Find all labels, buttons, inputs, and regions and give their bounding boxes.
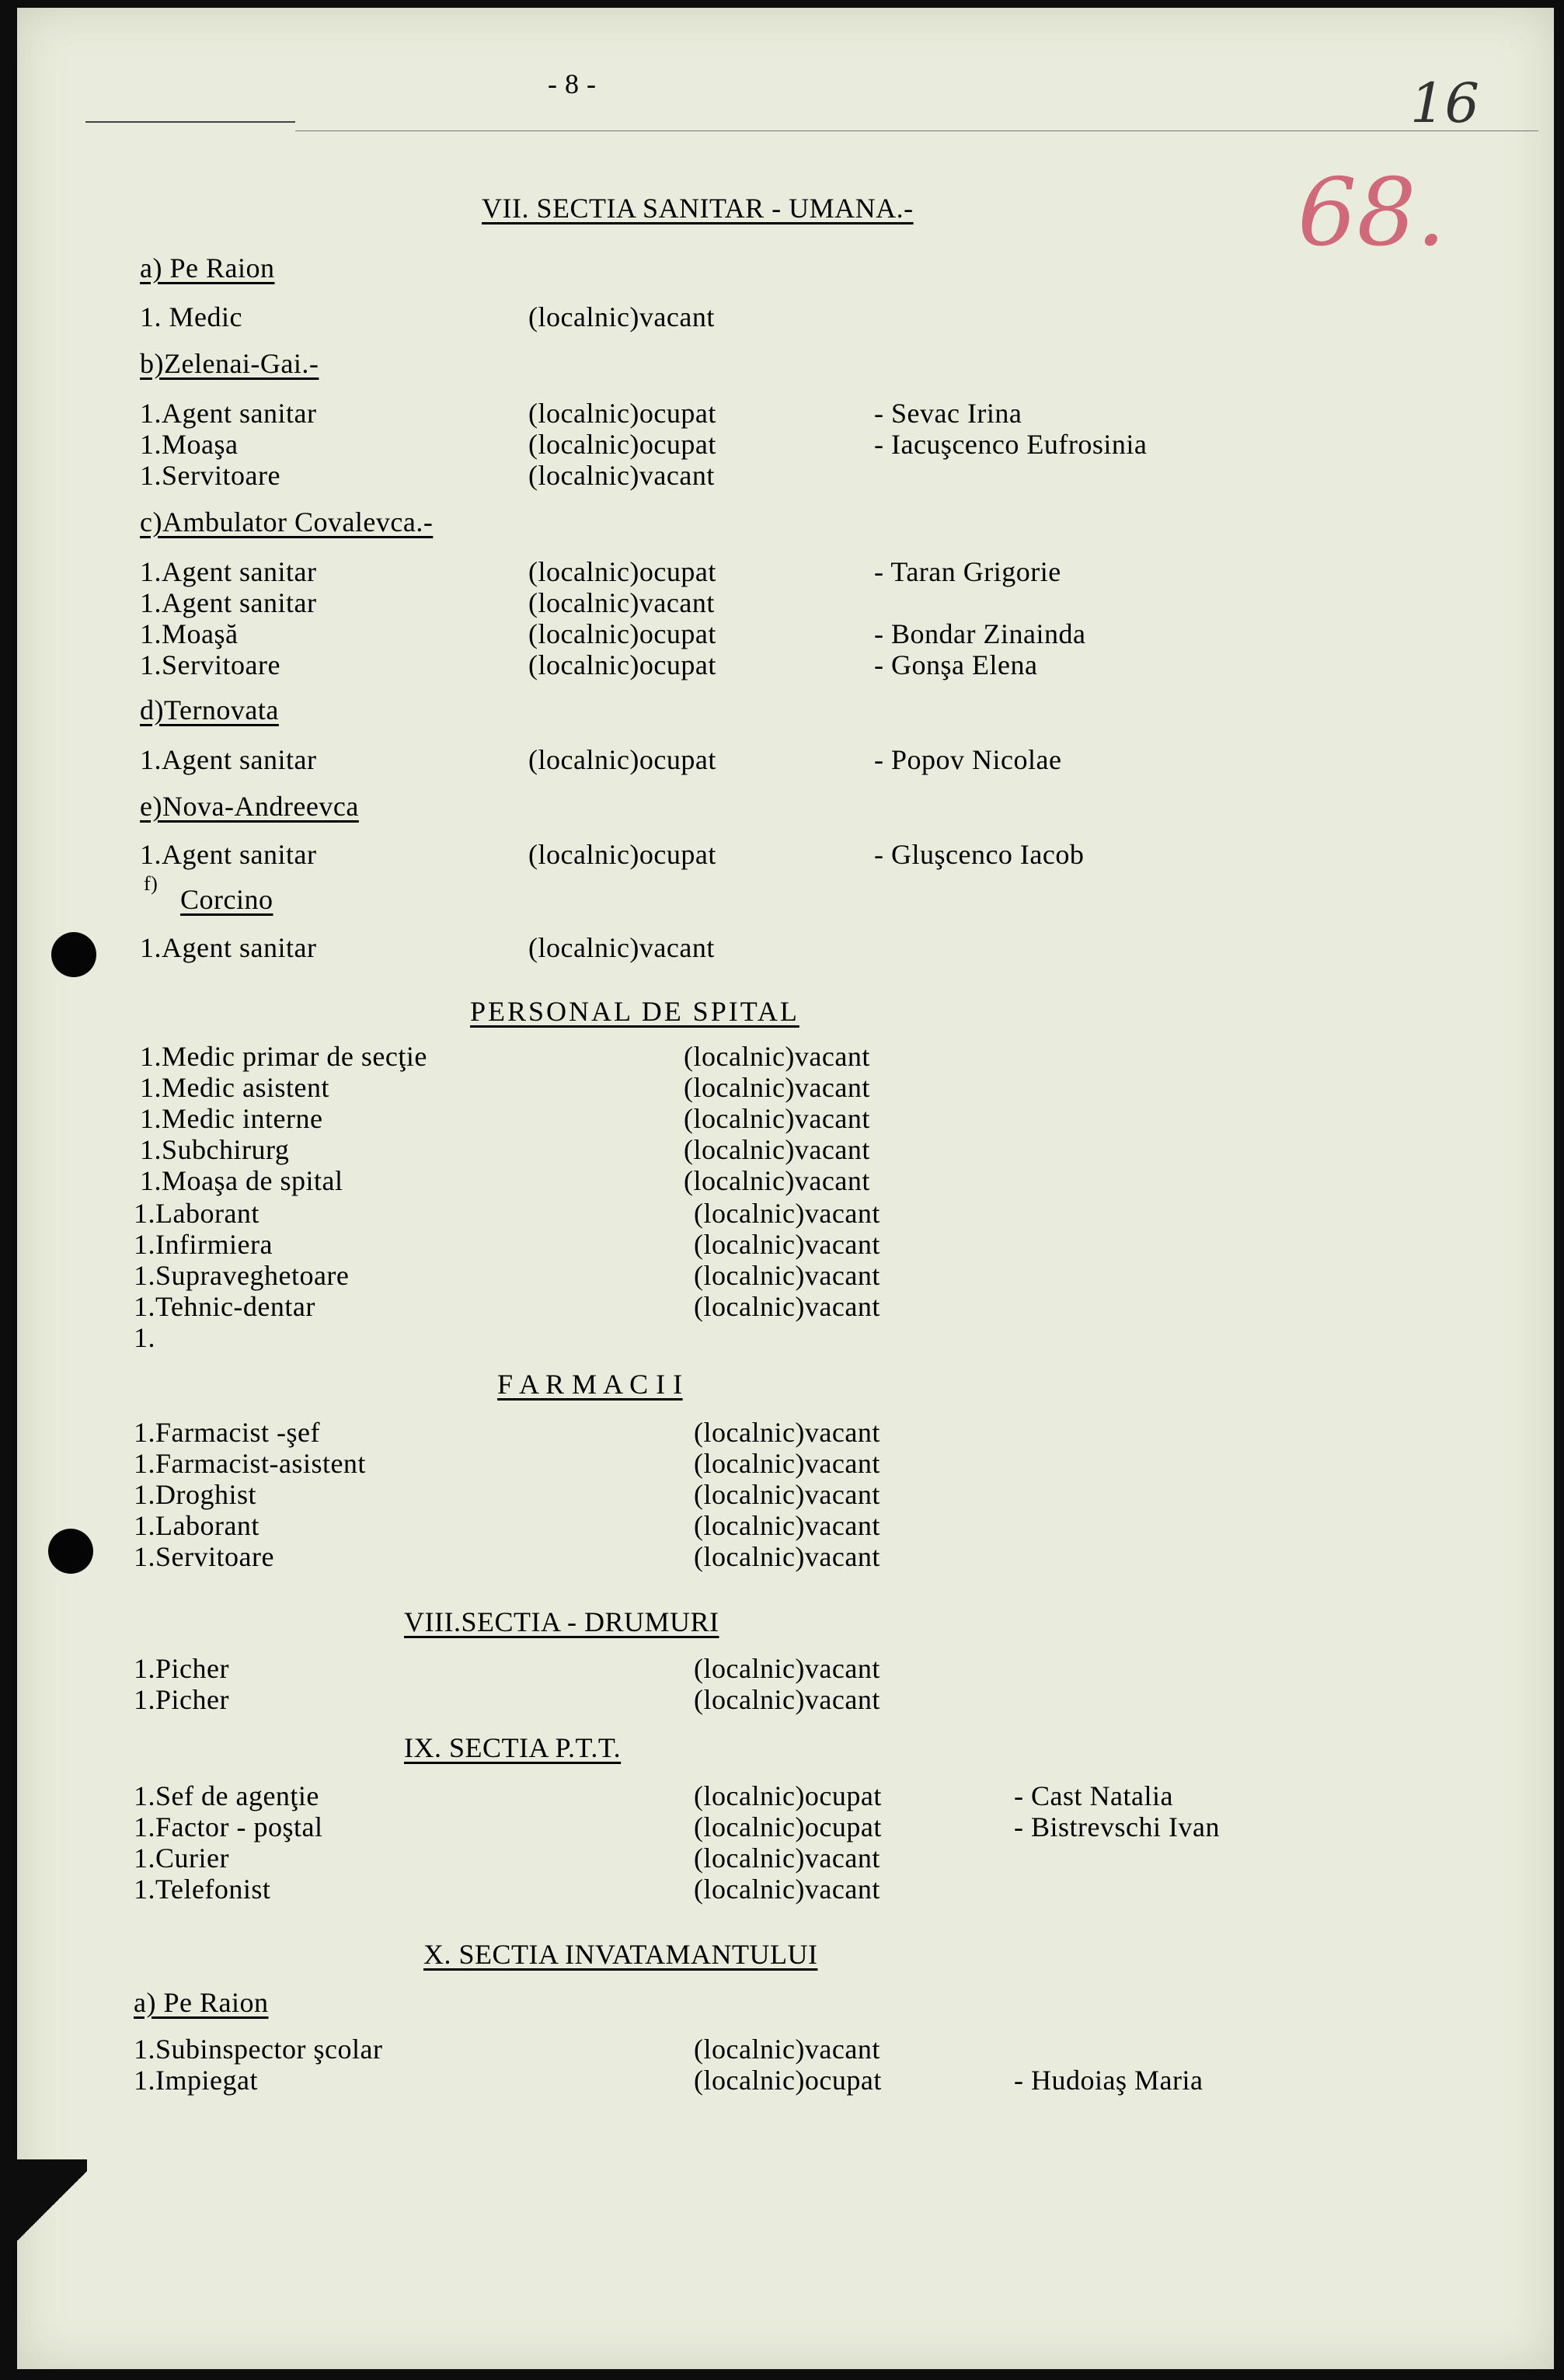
row-item: 1.Laborant bbox=[134, 1198, 260, 1229]
row-status: (localnic)vacant bbox=[684, 1103, 870, 1134]
row-status: (localnic)ocupat bbox=[528, 398, 716, 429]
section-vii-title: VII. SECTIA SANITAR - UMANA.- bbox=[482, 193, 914, 224]
header-rule-left bbox=[85, 121, 295, 123]
row-status: (localnic)vacant bbox=[694, 1448, 880, 1479]
row-item: 1.Servitoare bbox=[140, 649, 280, 680]
row-item: 1.Subchirurg bbox=[140, 1134, 290, 1165]
row-item: 1.Agent sanitar bbox=[140, 398, 317, 429]
punch-hole-bottom bbox=[48, 1529, 93, 1574]
row-status: (localnic)vacant bbox=[694, 1842, 880, 1874]
row-status: (localnic)ocupat bbox=[528, 744, 716, 775]
row-item: 1. Medic bbox=[140, 301, 242, 332]
row-item: 1.Servitoare bbox=[140, 460, 280, 491]
section-x-title: X. SECTIA INVATAMANTULUI bbox=[423, 1939, 818, 1970]
row-item: 1.Subinspector şcolar bbox=[134, 2034, 383, 2065]
row-item: 1.Telefonist bbox=[134, 1874, 271, 1905]
folio-red: 68. bbox=[1298, 159, 1446, 267]
row-item: 1.Tehnic-dentar bbox=[134, 1291, 315, 1322]
row-status: (localnic)vacant bbox=[528, 301, 715, 332]
row-name: - Hudoiaş Maria bbox=[1014, 2065, 1203, 2096]
row-item: 1.Medic interne bbox=[140, 1103, 323, 1134]
row-item: 1.Agent sanitar bbox=[140, 744, 317, 775]
section-vii-a-heading: a) Pe Raion bbox=[140, 252, 275, 284]
row-item: 1.Agent sanitar bbox=[140, 932, 317, 963]
row-item: 1.Supraveghetoare bbox=[134, 1260, 350, 1291]
header-rule-right bbox=[295, 130, 1538, 131]
row-item: 1.Infirmiera bbox=[134, 1229, 273, 1260]
row-item: 1. bbox=[134, 1322, 155, 1353]
row-status: (localnic)vacant bbox=[694, 1229, 880, 1260]
row-item: 1.Farmacist-asistent bbox=[134, 1448, 366, 1479]
row-status: (localnic)ocupat bbox=[528, 649, 716, 680]
section-vii-f-heading: Corcino bbox=[180, 884, 273, 915]
row-name: - Bistrevschi Ivan bbox=[1014, 1811, 1220, 1842]
row-status: (localnic)vacant bbox=[528, 587, 715, 618]
row-status: (localnic)ocupat bbox=[528, 839, 716, 870]
row-status: (localnic)vacant bbox=[694, 1198, 880, 1229]
row-name: - Cast Natalia bbox=[1014, 1780, 1173, 1811]
row-item: 1.Moaşă bbox=[140, 618, 239, 649]
row-item: 1.Servitoare bbox=[134, 1541, 274, 1572]
farmacii-title: F A R M A C I I bbox=[497, 1369, 683, 1400]
row-status: (localnic)vacant bbox=[694, 1874, 880, 1905]
row-status: (localnic)vacant bbox=[684, 1072, 870, 1103]
row-name: - Gonşa Elena bbox=[874, 649, 1038, 680]
row-name: - Gluşcenco Iacob bbox=[874, 839, 1085, 870]
row-status: (localnic)vacant bbox=[684, 1134, 870, 1165]
section-vii-c-heading: c)Ambulator Covalevca.- bbox=[140, 506, 434, 538]
row-item: 1.Farmacist -şef bbox=[134, 1417, 320, 1448]
row-status: (localnic)vacant bbox=[694, 1684, 880, 1715]
row-status: (localnic)vacant bbox=[694, 1479, 880, 1510]
row-status: (localnic)vacant bbox=[694, 2034, 880, 2065]
row-status: (localnic)vacant bbox=[528, 460, 715, 491]
folio-handwritten: 16 bbox=[1410, 71, 1480, 135]
row-status: (localnic)ocupat bbox=[694, 2065, 882, 2096]
row-name: - Iacuşcenco Eufrosinia bbox=[874, 429, 1148, 460]
row-status: (localnic)ocupat bbox=[694, 1811, 882, 1842]
row-item: 1.Impiegat bbox=[134, 2065, 258, 2096]
row-status: (localnic)vacant bbox=[684, 1041, 870, 1072]
section-vii-f-prefix: f) bbox=[144, 872, 158, 895]
row-item: 1.Agent sanitar bbox=[140, 556, 317, 587]
row-name: - Taran Grigorie bbox=[874, 556, 1061, 587]
row-status: (localnic)ocupat bbox=[528, 556, 716, 587]
row-name: - Sevac Irina bbox=[874, 398, 1022, 429]
row-item: 1.Laborant bbox=[134, 1510, 260, 1541]
row-status: (localnic)vacant bbox=[528, 932, 715, 963]
row-status: (localnic)vacant bbox=[694, 1291, 880, 1322]
section-x-a-heading: a) Pe Raion bbox=[134, 1987, 269, 2018]
page-number: - 8 - bbox=[548, 68, 597, 99]
section-vii-d-heading: d)Ternovata bbox=[140, 694, 279, 725]
row-item: 1.Agent sanitar bbox=[140, 839, 317, 870]
personal-spital-title: PERSONAL DE SPITAL bbox=[470, 996, 799, 1027]
row-item: 1.Moaşa bbox=[140, 429, 239, 460]
row-item: 1.Curier bbox=[134, 1842, 229, 1874]
row-name: - Bondar Zinainda bbox=[874, 618, 1086, 649]
row-item: 1.Agent sanitar bbox=[140, 587, 317, 618]
row-status: (localnic)vacant bbox=[694, 1417, 880, 1448]
section-vii-e-heading: e)Nova-Andreevca bbox=[140, 791, 359, 822]
row-name: - Popov Nicolae bbox=[874, 744, 1062, 775]
row-item: 1.Moaşa de spital bbox=[140, 1165, 343, 1196]
row-status: (localnic)ocupat bbox=[528, 429, 716, 460]
torn-corner bbox=[17, 2159, 87, 2361]
row-item: 1.Medic asistent bbox=[140, 1072, 329, 1103]
section-viii-title: VIII.SECTIA - DRUMURI bbox=[404, 1606, 719, 1637]
section-ix-title: IX. SECTIA P.T.T. bbox=[404, 1732, 622, 1763]
row-item: 1.Factor - poştal bbox=[134, 1811, 323, 1842]
row-status: (localnic)vacant bbox=[694, 1260, 880, 1291]
row-status: (localnic)vacant bbox=[694, 1510, 880, 1541]
punch-hole-top bbox=[51, 932, 96, 977]
section-vii-b-heading: b)Zelenai-Gai.- bbox=[140, 348, 319, 379]
row-item: 1.Picher bbox=[134, 1684, 229, 1715]
row-item: 1.Sef de agenţie bbox=[134, 1780, 319, 1811]
row-status: (localnic)vacant bbox=[694, 1541, 880, 1572]
row-item: 1.Picher bbox=[134, 1653, 229, 1684]
row-status: (localnic)ocupat bbox=[528, 618, 716, 649]
row-status: (localnic)vacant bbox=[694, 1653, 880, 1684]
row-item: 1.Medic primar de secţie bbox=[140, 1041, 427, 1072]
row-status: (localnic)vacant bbox=[684, 1165, 870, 1196]
row-item: 1.Droghist bbox=[134, 1479, 256, 1510]
row-status: (localnic)ocupat bbox=[694, 1780, 882, 1811]
